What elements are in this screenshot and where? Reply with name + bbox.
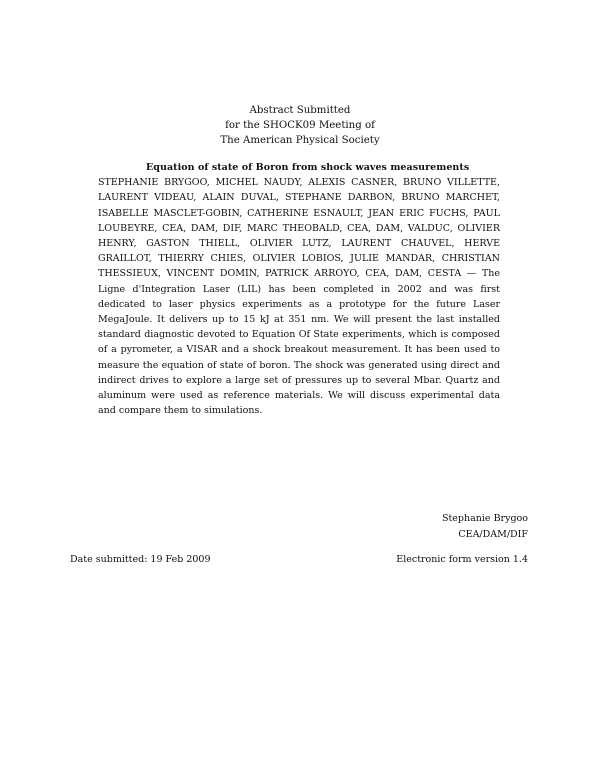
header-line-society: The American Physical Society: [220, 135, 380, 146]
submission-header: [0, 103, 600, 148]
submitter-affiliation: CEA/DAM/DIF: [458, 528, 528, 540]
date-submitted: Date submitted: 19 Feb 2009: [70, 554, 211, 565]
abstract-body: The Ligne d'Integration Laser (LIL) has been completed in 2002 and was first dedicated to laser physics experiments as a prototype for the future Laser MegaJoule. It delivers up to 15 kJ at 351 nm. We will present the last installed standard diagnostic devoted to Equation Of State experiments, which is composed of a pyrometer, a VISAR and a shock breakout measurement. It has been used to measure the equation of state of boron. The shock was generated using direct and indirect drives to explore a large set of pressures up to several Mbar. Quartz and aluminum were used as reference materials. We will discuss experimental data and compare them to simulations.: [98, 268, 500, 417]
abstract-title: Equation of state of Boron from shock waves measurements: [146, 162, 470, 173]
author-body-separator: —: [461, 268, 482, 280]
electronic-form-version: Electronic form version 1.4: [396, 554, 528, 565]
abstract-block: [98, 160, 500, 418]
header-line-meeting: for the SHOCK09 Meeting of: [225, 120, 375, 131]
submitter-signature: [442, 511, 528, 542]
header-line-abstract-submitted: Abstract Submitted: [249, 105, 351, 116]
author-list: STEPHANIE BRYGOO, MICHEL NAUDY, ALEXIS CASNER, BRUNO VILLETTE, LAURENT VIDEAU, ALAIN DUVAL, STEPHANE DARBON, BRUNO MARCHET, ISABELLE MASCLET-GOBIN, CATHERINE ESNAULT, JEAN ERIC FUCHS, PAUL LOUBEYRE, CEA, DAM, DIF, MARC THEOBALD, CEA, DAM, VALDUC, OLIVIER HENRY, GASTON THIELL, OLIVIER LUTZ, LAURENT CHAUVEL, HERVE GRAILLOT, THIERRY CHIES, OLIVIER LOBIOS, JULIE MANDAR, CHRISTIAN THESSIEUX, VINCENT DOMIN, PATRICK ARROYO, CEA, DAM, CESTA: [98, 177, 500, 280]
submitter-name: Stephanie Brygoo: [441, 513, 528, 524]
